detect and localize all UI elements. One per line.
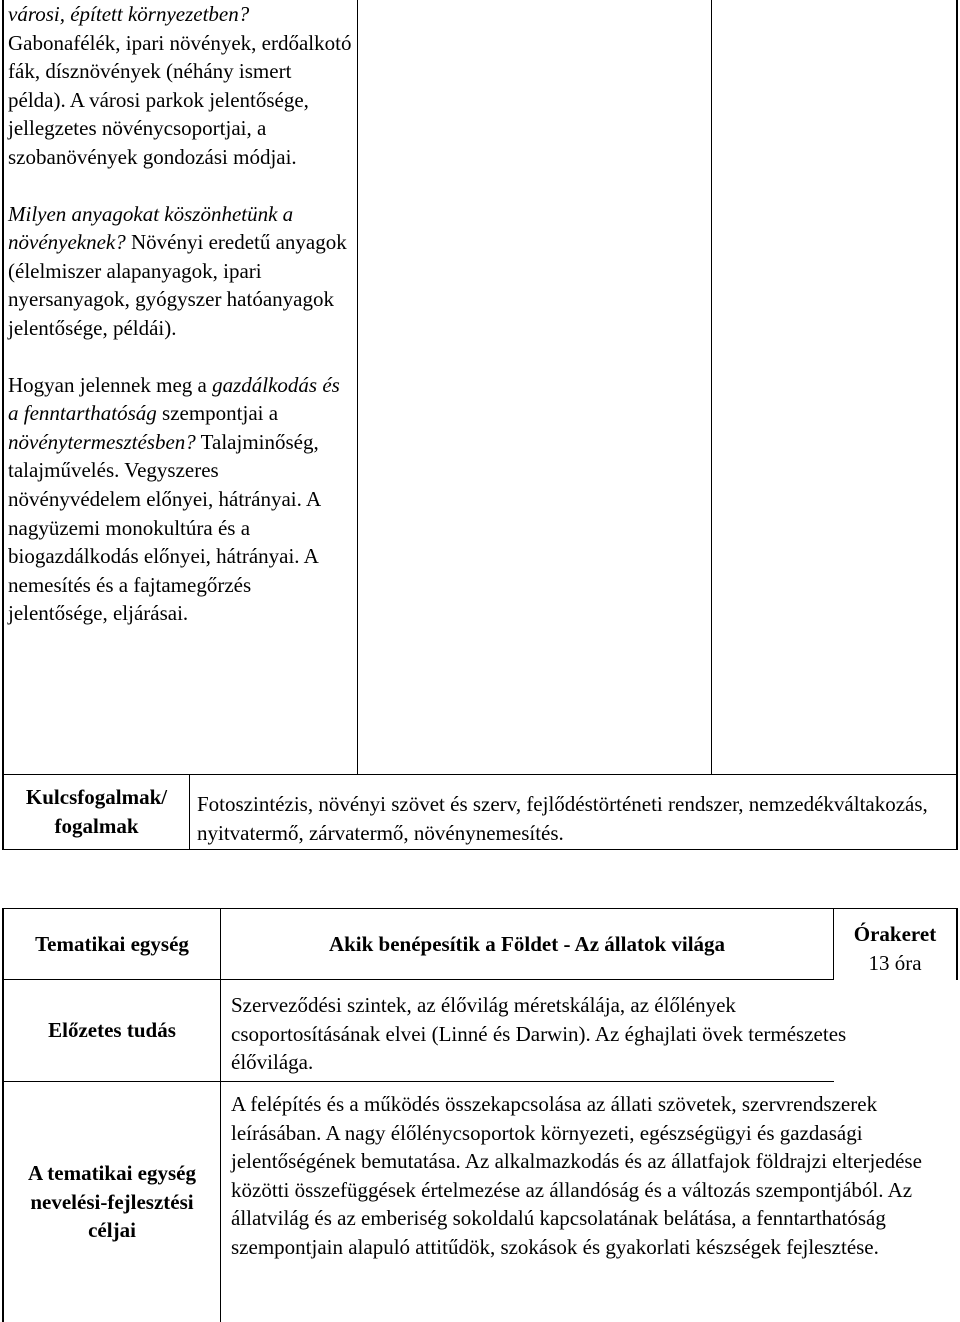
italic-question-text: növénytermesztésben? [8,429,196,454]
table2-right-border [956,908,958,980]
orakeret-cell [834,920,956,977]
body-text: Gabonafélék, ipari növények, erdőalkotó fák, dísznövények (néhány ismert példa). A városi parkok jelentősége, jellegzetes növénycsoportjai, a szobanövények gondozási módjai. [8,30,352,169]
table1-right-border [956,0,958,850]
content-paragraph [8,200,353,343]
body-text: Hogyan jelennek meg a [8,372,213,397]
table1-kulcs-divider [189,774,190,850]
italic-question-text: városi, épített környezetben? [8,2,250,26]
orakeret-value: 13 óra [868,950,922,975]
tematikai-egyseg-title: Akik benépesítik a Földet - Az állatok világa [328,931,726,956]
celjai-label: A tematikai egység nevelési-fejlesztési céljai [28,1161,196,1243]
content-cell [8,0,353,774]
orakeret-label: Órakeret [853,922,937,946]
content-paragraph [8,0,353,172]
table1-col-divider-2 [711,0,712,774]
body-text: szempontjai a [156,401,279,426]
kulcsfogalmak-text: Fotoszintézis, növényi szövet és szerv, fejlődéstörténeti rendszer, nemzedékváltakozás, nyitvatermő, zárvatermő, növénynemesítés. [197,792,928,845]
table1-bottom-border [2,849,958,850]
body-text: Talajminőség, talajművelés. Vegyszeres növényvédelem előnyei, hátrányai. A nagyüzemi monokultúra és a biogazdálkodás előnyei, hátrányai. A nemesítés és a fajtamegőrzés jelentősége, eljárásai. [8,429,320,626]
elozetes-tudas-label: Előzetes tudás [48,1018,176,1043]
content-paragraph [8,371,353,628]
kulcsfogalmak-label: Kulcsfogalmak/ fogalmak [25,785,168,838]
tematikai-egyseg-label: Tematikai egység [35,931,189,956]
italic-question-text: gazdálkodás és a fenntarthatóság [8,372,340,426]
table1-left-border [2,0,4,850]
italic-question-text: Milyen anyagokat köszönhetünk a növényeknek? [8,201,294,255]
body-text: Növényi eredetű anyagok (élelmiszer alapanyagok, ipari nyersanyagok, gyógyszer hatóanyagok jelentősége, példái). [8,230,347,340]
celjai-text: A felépítés és a működés összekapcsolása az állati szövetek, szervrendszerek leírásában. A nagy élőlénycsoportok környezeti, egészségügyi és gazdasági jelentőségének bemutatása. Az alkalmazkodás és az állatfajok földrajzi elterjedése közötti összefüggések értelmezése az állandóság és a változás szempontjából. Az állatvilág és az emberiség sokoldalú kapcsolatának belátása, a fenntarthatóság szempontjain alapuló attitűdök, szokások és gyakorlati készségek fejlesztése. [231,1092,922,1259]
table1-col-divider-1 [357,0,358,774]
elozetes-tudas-text: Szerveződési szintek, az élővilág méretskálája, az élőlények csoportosításának elvei (Linné és Darwin). Az éghajlati övek természetes élővilága. [231,993,847,1075]
